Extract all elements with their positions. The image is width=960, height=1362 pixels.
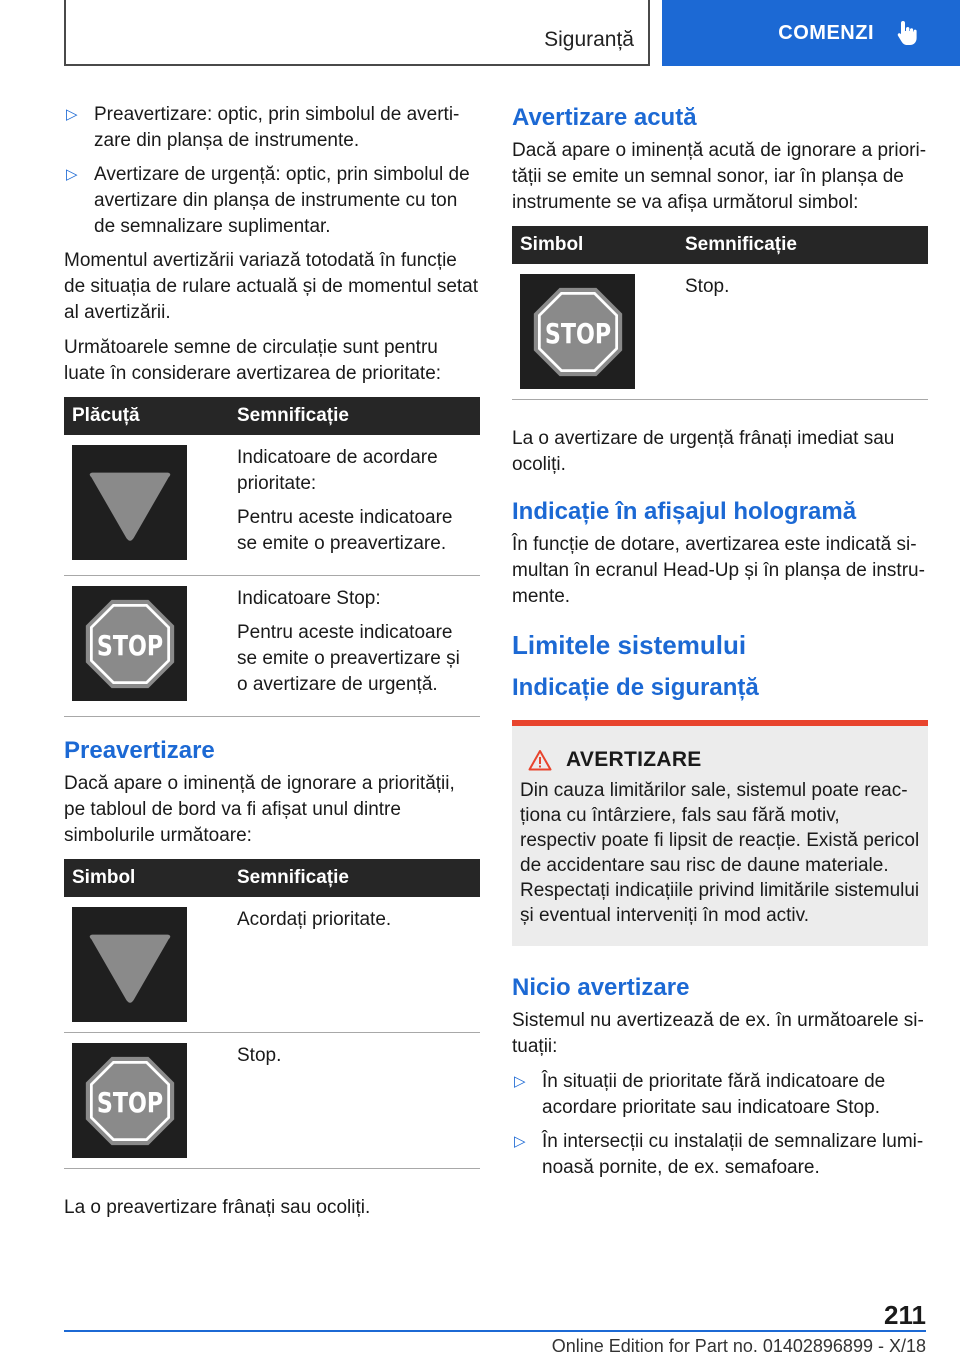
table-row: STOP Stop. <box>512 264 928 400</box>
table-header: Semnificație <box>229 859 480 897</box>
table-header: Semnificație <box>229 397 480 435</box>
page-number: 211 <box>884 1300 926 1330</box>
list-item: ▷ Avertizare de urgență: optic, prin simbolul de avertizare din planșa de instrumente cu ton de semnalizare suplimentar. <box>66 164 470 237</box>
svg-text:STOP: STOP <box>96 628 163 662</box>
warning-triangle-icon <box>528 749 552 771</box>
footer-divider <box>64 1330 926 1332</box>
left-column <box>64 102 480 1230</box>
warning-label: AVERTIZARE <box>566 748 702 771</box>
svg-text:STOP: STOP <box>544 316 611 350</box>
table-row: STOP Indicatoare Stop: Pentru aceste indicatoare se emite o preavertizare și o avertizare de urgență. <box>64 576 480 717</box>
heading-holograma: Indicație în afișajul hologramă <box>512 498 857 525</box>
yield-sign-icon <box>72 907 187 1022</box>
paragraph: Momentul avertizării variază totodată în funcție de situația de rulare actuală și de momentul setat al avertizării. <box>64 250 479 323</box>
table-header: Semnificație <box>677 226 928 264</box>
paragraph: În funcție de dotare, avertizarea este indicată simultan în ecranul Head-Up și în planșa de instrumente. <box>512 534 925 607</box>
triangle-bullet-icon: ▷ <box>66 166 78 183</box>
section-title: Siguranță <box>544 28 634 51</box>
acute-symbol-table <box>512 226 928 400</box>
heading-indicatie-siguranta: Indicație de siguranță <box>512 674 759 701</box>
list-item: ▷ Preavertizare: optic, prin simbolul de avertizare din planșa de instrumente. <box>66 104 460 151</box>
paragraph: Următoarele semne de circulație sunt pentru luate în considerare avertizarea de prioritate: <box>64 337 442 384</box>
paragraph: Dacă apare o iminență acută de ignorare a priorității se emite un semnal sonor, iar în planșa de instrumente se va afișa următorul simbol: <box>512 140 927 213</box>
hand-pointer-icon <box>896 19 920 47</box>
table-row: STOP Stop. <box>64 1033 480 1169</box>
table-header: Simbol <box>64 859 229 897</box>
heading-limitele-sistemului: Limitele sistemului <box>512 630 747 660</box>
table-row: Acordați prioritate. <box>64 897 480 1033</box>
paragraph: La o preavertizare frânați sau ocoliți. <box>64 1197 371 1218</box>
stop-sign-icon <box>72 586 187 701</box>
signs-table <box>64 397 480 717</box>
triangle-bullet-icon: ▷ <box>514 1073 526 1090</box>
symbols-table <box>64 859 480 1169</box>
heading-preavertizare: Preavertizare <box>64 737 215 764</box>
paragraph: Dacă apare o iminență de ignorare a priorității, pe tabloul de bord va fi afișat unul dintre simbolurile următoare: <box>64 773 455 846</box>
table-header: Simbol <box>512 226 677 264</box>
right-column <box>512 102 928 1189</box>
triangle-bullet-icon: ▷ <box>66 106 78 123</box>
warning-box <box>512 720 928 946</box>
table-header: Plăcuță <box>64 397 229 435</box>
stop-sign-icon <box>520 274 635 389</box>
list-item: ▷ În situații de prioritate fără indicatoare de acordare prioritate sau indicatoare Stop. <box>514 1071 886 1118</box>
svg-text:STOP: STOP <box>96 1085 163 1119</box>
nav-comenzi-button[interactable] <box>662 0 960 66</box>
nav-comenzi-label: COMENZI <box>778 21 874 44</box>
table-row: Indicatoare de acordare prioritate: Pentru aceste indicatoare se emite o preavertizare. <box>64 435 480 576</box>
heading-avertizare-acuta: Avertizare acută <box>512 104 697 131</box>
heading-nicio-avertizare: Nicio avertizare <box>512 974 690 1001</box>
triangle-bullet-icon: ▷ <box>514 1133 526 1150</box>
yield-sign-icon <box>72 445 187 560</box>
paragraph: Sistemul nu avertizează de ex. în următoarele situații: <box>512 1010 924 1057</box>
header-section-box <box>64 0 650 66</box>
warning-text: Din cauza limitărilor sale, sistemul poate reacționa cu întârziere, fals sau fără motiv, respectiv poate fi lipsit de reacție. Există pericol de accidentare sau risc de daune materiale. Respectați indicațiile privind limitările sistemului și eventual interveniți în mod activ. <box>520 780 920 926</box>
footer-edition: Online Edition for Part no. 01402896899 - X/18 <box>551 1336 926 1356</box>
list-item: ▷ În intersecții cu instalații de semnalizare luminoasă pornite, de ex. semafoare. <box>514 1131 924 1178</box>
stop-sign-icon <box>72 1043 187 1158</box>
paragraph: La o avertizare de urgență frânați imediat sau ocoliți. <box>512 428 895 475</box>
